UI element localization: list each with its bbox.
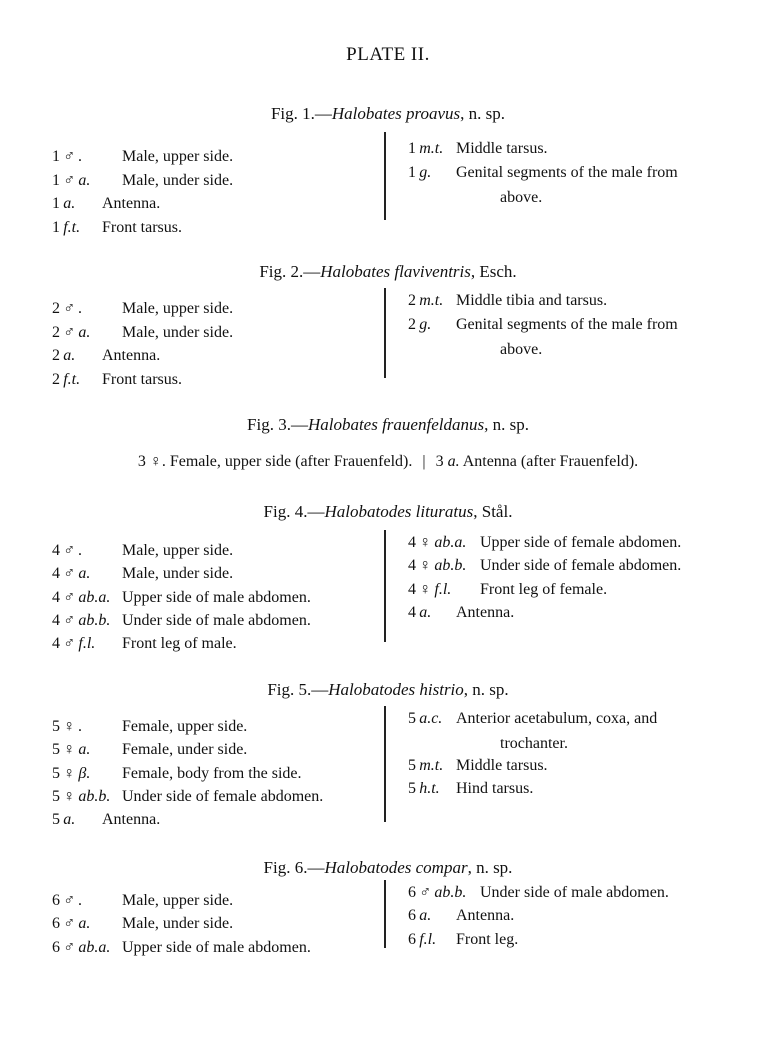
entry-label: Front tarsus. — [102, 218, 182, 236]
column-divider — [384, 530, 386, 642]
entry-label: Male, upper side. — [122, 300, 234, 317]
entry-number: 2 — [408, 315, 416, 333]
entry-code — [52, 635, 95, 653]
species-name: Halobatodes compar — [324, 858, 468, 877]
entry-abbreviation: a. — [63, 811, 76, 829]
entry-number: 6 — [52, 938, 60, 956]
entry-label: Male, under side. — [122, 915, 234, 933]
entry-label: Female, under side. — [122, 741, 248, 759]
species-name: Halobates proavus — [331, 104, 461, 123]
entry-code — [52, 589, 110, 607]
entry-label: Front leg. — [456, 930, 519, 948]
entry-code — [52, 172, 90, 190]
entry-code — [408, 884, 466, 902]
inline-legend-row — [0, 453, 776, 471]
sex-symbol: ♂ — [419, 884, 432, 901]
entry-code — [52, 765, 90, 783]
entry-abbreviation: f.t. — [63, 370, 81, 388]
species-authority: , n. sp. — [467, 858, 513, 877]
entry-abbreviation: f.l. — [419, 930, 437, 948]
sex-symbol: ♀ — [419, 534, 432, 551]
entry-label: Antenna. — [456, 603, 515, 621]
entry-number: 1 — [408, 163, 416, 181]
entry-label: Under side of male abdomen. — [480, 884, 669, 901]
entry-code — [408, 292, 443, 310]
entry-label: Under side of female abdomen. — [480, 557, 682, 575]
entry-label: Antenna. — [456, 907, 515, 925]
entry-label: Under side of male abdomen. — [122, 611, 311, 629]
entry-abbreviation: β. — [78, 764, 91, 782]
entry-number: 3 — [137, 453, 146, 470]
entry-abbreviation: a. — [419, 907, 432, 925]
entry-label: Female, body from the side. — [122, 764, 302, 782]
entry-number: 5 — [52, 741, 60, 759]
entry-label: Male, upper side. — [122, 892, 234, 909]
entry-code — [52, 219, 80, 237]
entry-abbreviation: . — [78, 892, 83, 909]
entry-number: 6 — [408, 907, 416, 925]
entry-abbreviation: a. — [78, 741, 91, 759]
entry-number: 4 — [52, 588, 60, 606]
entry-number: 4 — [408, 603, 416, 621]
entry-number: 4 — [52, 611, 60, 629]
column-divider — [384, 706, 386, 822]
entry-code — [408, 931, 436, 949]
entry-label: Middle tarsus. — [456, 756, 548, 774]
species-authority: , Stål. — [473, 502, 513, 521]
figure-heading — [0, 680, 776, 700]
sex-symbol: ♀ — [149, 453, 162, 470]
entry-number: 5 — [408, 710, 416, 727]
sex-symbol: ♂ — [63, 611, 76, 629]
legend-entry-continuation — [500, 735, 568, 753]
entry-number: 6 — [52, 892, 60, 909]
entry-number: 2 — [52, 370, 60, 388]
column-separator: | — [422, 453, 426, 470]
column-divider — [384, 288, 386, 378]
sex-symbol: ♂ — [63, 542, 76, 559]
entry-number: 4 — [408, 580, 416, 598]
entry-label: Female, upper side (after Frauenfeld). — [169, 453, 413, 470]
entry-number: 5 — [52, 718, 60, 735]
entry-code — [52, 324, 90, 342]
species-authority: , n. sp. — [460, 104, 506, 123]
entry-abbreviation: m.t. — [419, 140, 444, 157]
sex-symbol: ♀ — [63, 787, 76, 805]
entry-code — [52, 300, 82, 318]
entry-label: Anterior acetabulum, coxa, and — [456, 710, 658, 727]
sex-symbol: ♂ — [63, 635, 76, 653]
entry-code — [408, 557, 466, 575]
entry-abbreviation: g. — [419, 163, 432, 181]
entry-label: Male, under side. — [122, 171, 234, 189]
entry-code — [52, 811, 75, 829]
figure-heading — [0, 415, 776, 435]
entry-label: Middle tarsus. — [456, 140, 548, 157]
entry-code — [408, 534, 466, 552]
entry-number: 3 — [435, 453, 444, 470]
legend-entry — [436, 453, 639, 470]
entry-label-continuation: above. — [500, 341, 543, 358]
entry-label: Genital segments of the male from — [456, 163, 678, 181]
entry-abbreviation: . — [78, 542, 83, 559]
sex-symbol: ♀ — [419, 557, 432, 575]
sex-symbol: ♀ — [419, 580, 432, 598]
entry-abbreviation: f.t. — [63, 218, 81, 236]
figure-number: Fig. 5.— — [267, 680, 329, 699]
entry-code — [408, 710, 442, 728]
entry-label: Middle tibia and tarsus. — [456, 292, 608, 309]
sex-symbol: ♂ — [63, 915, 76, 933]
entry-label: Antenna. — [102, 347, 161, 364]
entry-code — [408, 604, 431, 622]
entry-code — [52, 939, 110, 957]
entry-label: Male, under side. — [122, 323, 234, 341]
entry-code — [52, 612, 110, 630]
entry-number: 1 — [52, 218, 60, 236]
entry-code — [408, 581, 451, 599]
entry-code — [408, 757, 443, 775]
entry-code — [408, 140, 443, 158]
entry-number: 5 — [52, 787, 60, 805]
entry-label: Female, upper side. — [122, 718, 248, 735]
entry-abbreviation: ab.b. — [434, 557, 467, 575]
figure-heading — [0, 502, 776, 522]
entry-label: Antenna (after Frauenfeld). — [462, 453, 639, 470]
entry-number: 6 — [52, 915, 60, 933]
legend-entry-continuation — [500, 341, 542, 359]
entry-label: Male, upper side. — [122, 542, 234, 559]
entry-code — [52, 892, 82, 910]
entry-abbreviation: . — [78, 148, 83, 165]
column-divider — [384, 880, 386, 948]
entry-label: Male, upper side. — [122, 148, 234, 165]
entry-abbreviation: a. — [78, 171, 91, 189]
figure-heading — [0, 262, 776, 282]
entry-abbreviation: h.t. — [419, 779, 440, 797]
plate-title: PLATE II. — [346, 44, 430, 65]
sex-symbol: ♂ — [63, 300, 76, 317]
entry-abbreviation: g. — [419, 315, 432, 333]
figure-number: Fig. 2.— — [259, 262, 321, 281]
entry-abbreviation: ab.b. — [78, 787, 111, 805]
figure-number: Fig. 1.— — [270, 104, 332, 123]
entry-code — [408, 907, 431, 925]
entry-abbreviation: a. — [63, 347, 76, 364]
entry-number: 4 — [52, 565, 60, 583]
sex-symbol: ♂ — [63, 892, 76, 909]
species-authority: , Esch. — [470, 262, 517, 281]
entry-label: Front leg of male. — [122, 635, 237, 653]
entry-number: 6 — [408, 884, 416, 901]
entry-code — [52, 347, 75, 365]
entry-number: 6 — [408, 930, 416, 948]
entry-code — [52, 788, 110, 806]
entry-number: 2 — [52, 300, 60, 317]
entry-number: 1 — [408, 140, 416, 157]
entry-abbreviation: . — [161, 453, 166, 470]
sex-symbol: ♀ — [63, 718, 76, 735]
entry-abbreviation: a. — [63, 195, 76, 212]
sex-symbol: ♂ — [63, 588, 76, 606]
entry-number: 1 — [52, 171, 60, 189]
entry-code — [52, 148, 82, 166]
entry-code — [52, 741, 90, 759]
entry-number: 5 — [52, 811, 60, 829]
entry-code — [52, 542, 82, 560]
entry-code — [52, 565, 90, 583]
species-authority: , n. sp. — [463, 680, 509, 699]
figure-number: Fig. 3.— — [247, 415, 308, 434]
sex-symbol: ♂ — [63, 938, 76, 956]
entry-label: Front leg of female. — [480, 580, 608, 598]
entry-label: Upper side of female abdomen. — [480, 534, 682, 551]
entry-label: Upper side of male abdomen. — [122, 588, 311, 606]
species-name: Halobates flaviventris — [320, 262, 471, 281]
figure-heading — [0, 858, 776, 878]
entry-label-continuation: above. — [500, 189, 543, 206]
entry-abbreviation: ab.a. — [434, 534, 467, 551]
entry-label: Upper side of male abdomen. — [122, 938, 311, 956]
entry-code — [52, 371, 80, 389]
sex-symbol: ♂ — [63, 148, 76, 165]
sex-symbol: ♂ — [63, 323, 76, 341]
figure-number: Fig. 6.— — [263, 858, 325, 877]
entry-abbreviation: ab.b. — [78, 611, 111, 629]
entry-abbreviation: a. — [78, 915, 91, 933]
entry-abbreviation: a.c. — [419, 710, 443, 727]
entry-abbreviation: a. — [419, 603, 432, 621]
legend-entry-continuation — [500, 189, 542, 207]
entry-number: 1 — [52, 195, 60, 212]
entry-number: 5 — [52, 764, 60, 782]
entry-number: 5 — [408, 779, 416, 797]
entry-label: Genital segments of the male from — [456, 315, 678, 333]
entry-number: 4 — [408, 557, 416, 575]
sex-symbol: ♀ — [63, 741, 76, 759]
entry-abbreviation: a. — [78, 323, 91, 341]
entry-abbreviation: ab.b. — [434, 884, 467, 901]
species-authority: , n. sp. — [484, 415, 529, 434]
entry-label: Hind tarsus. — [456, 779, 534, 797]
entry-number: 4 — [52, 542, 60, 559]
entry-label: Front tarsus. — [102, 370, 182, 388]
entry-label-continuation: trochanter. — [500, 735, 568, 753]
entry-abbreviation: a. — [447, 453, 460, 470]
figure-heading — [0, 104, 776, 124]
entry-abbreviation: f.l. — [78, 635, 96, 653]
sex-symbol: ♂ — [63, 565, 76, 583]
entry-number: 2 — [408, 292, 416, 309]
entry-number: 5 — [408, 756, 416, 774]
entry-number: 1 — [52, 148, 60, 165]
species-name: Halobatodes lituratus — [324, 502, 474, 521]
entry-number: 2 — [52, 347, 60, 364]
entry-label: Antenna. — [102, 195, 161, 212]
entry-abbreviation: f.l. — [434, 580, 452, 598]
legend-entry — [138, 453, 413, 470]
entry-abbreviation: ab.a. — [78, 938, 111, 956]
entry-label: Antenna. — [102, 811, 161, 829]
entry-number: 4 — [408, 534, 416, 551]
entry-code — [52, 915, 90, 933]
figure-number: Fig. 4.— — [263, 502, 325, 521]
species-name: Halobatodes histrio — [328, 680, 464, 699]
column-divider — [384, 132, 386, 220]
entry-code — [52, 195, 75, 213]
entry-code — [408, 164, 431, 182]
entry-number: 4 — [52, 635, 60, 653]
entry-abbreviation: ab.a. — [78, 588, 111, 606]
entry-abbreviation: m.t. — [419, 292, 444, 309]
entry-code — [408, 780, 440, 798]
entry-label: Under side of female abdomen. — [122, 787, 324, 805]
entry-abbreviation: . — [78, 300, 83, 317]
entry-label: Male, under side. — [122, 565, 234, 583]
sex-symbol: ♂ — [63, 171, 76, 189]
entry-abbreviation: m.t. — [419, 756, 444, 774]
entry-code — [52, 718, 82, 736]
sex-symbol: ♀ — [63, 764, 76, 782]
entry-abbreviation: a. — [78, 565, 91, 583]
entry-abbreviation: . — [78, 718, 83, 735]
entry-code — [408, 316, 431, 334]
entry-number: 2 — [52, 323, 60, 341]
species-name: Halobates frauenfeldanus — [307, 415, 485, 434]
